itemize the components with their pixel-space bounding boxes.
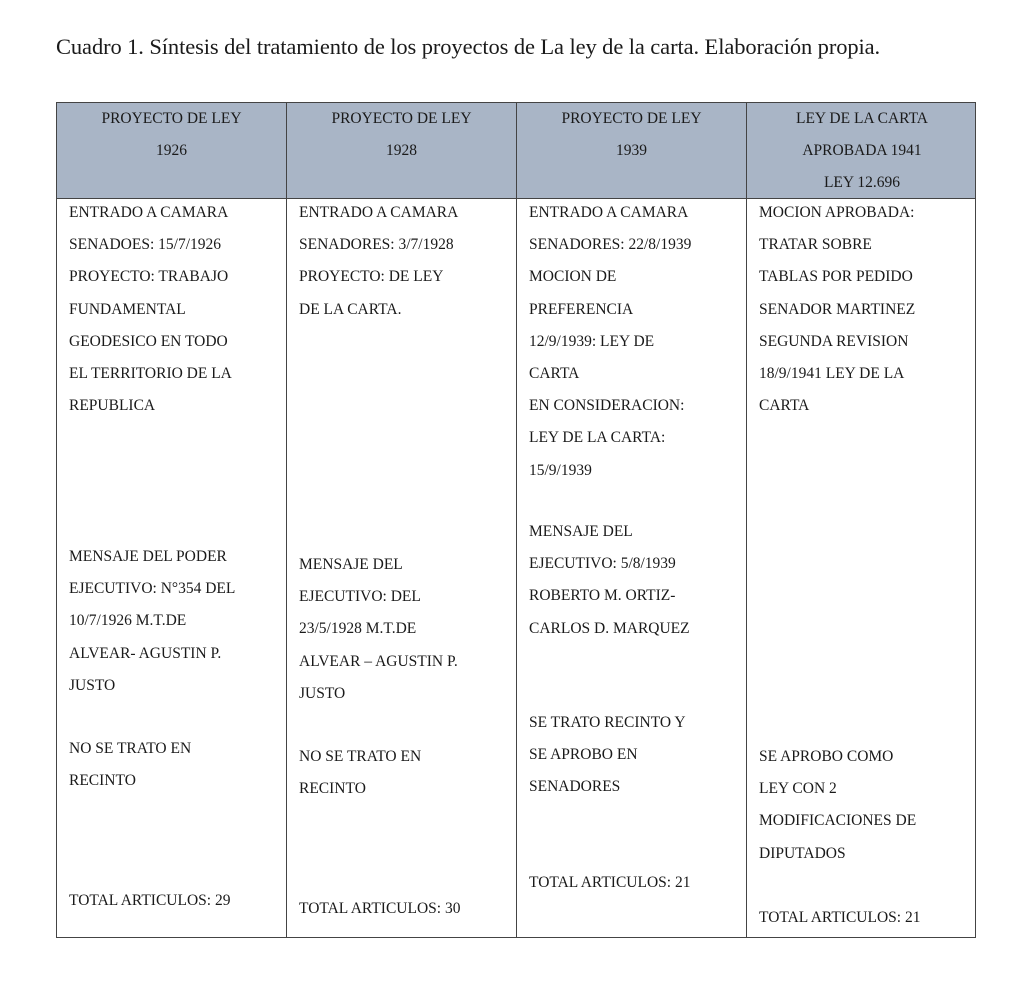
- column-divider: [746, 103, 747, 937]
- cell-line: TRATAR SOBRE: [759, 236, 872, 254]
- cell-line: 23/5/1928 M.T.DE: [299, 620, 417, 638]
- column-divider: [516, 103, 517, 937]
- cell-line: SENADORES: 22/8/1939: [529, 236, 692, 254]
- cell-1926-tratamiento: [69, 733, 191, 797]
- cell-line: EJECUTIVO: DEL: [299, 588, 421, 606]
- cell-line: MOCION APROBADA:: [759, 204, 915, 221]
- cell-line: NO SE TRATO EN: [69, 740, 192, 757]
- cell-line: SENADOES: 15/7/1926: [69, 236, 221, 254]
- cell-line: JUSTO: [69, 676, 116, 694]
- cell-line: TOTAL ARTICULOS: 21: [759, 909, 921, 926]
- cell-line: TOTAL ARTICULOS: 30: [299, 900, 461, 917]
- cell-line: MENSAJE DEL: [529, 523, 633, 540]
- cell-line: MENSAJE DEL PODER: [69, 548, 227, 565]
- cell-1939-mensaje: [529, 516, 690, 645]
- cell-line: SE TRATO RECINTO Y: [529, 714, 686, 731]
- cell-line: EN CONSIDERACION:: [529, 397, 685, 415]
- cell-line: REPUBLICA: [69, 397, 156, 415]
- cell-line: SE APROBO EN: [529, 746, 638, 764]
- header-line: PROYECTO DE LEY: [331, 110, 472, 127]
- cell-line: MODIFICACIONES DE: [759, 812, 917, 830]
- cell-1941-tratamiento: [759, 741, 916, 870]
- cell-line: SENADORES: [529, 778, 621, 796]
- cell-line: JUSTO: [299, 684, 346, 702]
- cell-1926-entrada: [69, 197, 232, 422]
- cell-line: DIPUTADOS: [759, 844, 846, 862]
- cell-line: ALVEAR – AGUSTIN P.: [299, 652, 458, 670]
- cell-line: TABLAS POR PEDIDO: [759, 268, 913, 286]
- cell-line: PREFERENCIA: [529, 300, 634, 318]
- header-line: LEY DE LA CARTA: [795, 110, 928, 127]
- legislation-summary-table: [56, 102, 976, 938]
- cell-line: FUNDAMENTAL: [69, 300, 186, 318]
- header-cell-1928: [287, 103, 516, 199]
- header-line: PROYECTO DE LEY: [561, 110, 702, 127]
- cell-line: CARLOS D. MARQUEZ: [529, 619, 690, 637]
- cell-1926-mensaje: [69, 541, 235, 702]
- cell-line: SE APROBO COMO: [759, 748, 894, 765]
- cell-line: EJECUTIVO: 5/8/1939: [529, 555, 676, 573]
- cell-line: TOTAL ARTICULOS: 21: [529, 874, 691, 891]
- cell-1926-total: [69, 885, 230, 917]
- cell-line: ENTRADO A CAMARA: [299, 204, 459, 221]
- cell-line: GEODESICO EN TODO: [69, 332, 228, 350]
- header-line: 1928: [386, 142, 417, 159]
- cell-line: LEY CON 2: [759, 780, 837, 798]
- header-cell-1926: [57, 103, 286, 199]
- cell-line: ENTRADO A CAMARA: [69, 204, 229, 221]
- cell-1941-total: [759, 902, 920, 934]
- cell-line: PROYECTO: TRABAJO: [69, 268, 229, 286]
- cell-1928-mensaje: [299, 549, 458, 710]
- cell-line: ALVEAR- AGUSTIN P.: [69, 644, 222, 662]
- cell-line: CARTA: [759, 397, 810, 415]
- cell-line: 12/9/1939: LEY DE: [529, 332, 655, 350]
- cell-line: EJECUTIVO: N°354 DEL: [69, 580, 236, 598]
- cell-1939-entrada: [529, 197, 691, 487]
- header-line: 1939: [616, 142, 647, 159]
- cell-line: LEY DE LA CARTA:: [529, 429, 666, 447]
- cell-line: 10/7/1926 M.T.DE: [69, 612, 187, 630]
- header-line: PROYECTO DE LEY: [101, 110, 242, 127]
- cell-line: ROBERTO M. ORTIZ-: [529, 587, 676, 605]
- cell-1928-entrada: [299, 197, 458, 326]
- column-divider: [286, 103, 287, 937]
- cell-line: SENADORES: 3/7/1928: [299, 236, 454, 254]
- cell-line: 18/9/1941 LEY DE LA: [759, 365, 905, 383]
- cell-line: SEGUNDA REVISION: [759, 332, 909, 350]
- cell-line: MENSAJE DEL: [299, 556, 403, 573]
- cell-line: PROYECTO: DE LEY: [299, 268, 444, 286]
- cell-line: RECINTO: [69, 772, 136, 790]
- header-line: 1926: [156, 142, 187, 159]
- cell-line: CARTA: [529, 365, 580, 383]
- header-cell-1941: [747, 103, 977, 199]
- cell-1941-entrada: [759, 197, 915, 422]
- cell-line: RECINTO: [299, 780, 366, 798]
- table-caption: Cuadro 1. Síntesis del tratamiento de los proyectos de La ley de la carta. Elaboración propia.: [56, 34, 881, 59]
- cell-1928-total: [299, 893, 460, 925]
- cell-1928-tratamiento: [299, 741, 421, 805]
- cell-line: DE LA CARTA.: [299, 300, 402, 318]
- cell-line: MOCION DE: [529, 268, 617, 286]
- cell-line: SENADOR MARTINEZ: [759, 300, 916, 318]
- cell-1939-tratamiento: [529, 707, 686, 804]
- header-line: APROBADA 1941: [802, 142, 922, 159]
- cell-line: NO SE TRATO EN: [299, 748, 422, 765]
- cell-line: ENTRADO A CAMARA: [529, 204, 689, 221]
- cell-line: EL TERRITORIO DE LA: [69, 365, 232, 383]
- cell-1939-total: [529, 867, 690, 899]
- cell-line: 15/9/1939: [529, 461, 592, 479]
- cell-line: TOTAL ARTICULOS: 29: [69, 892, 231, 909]
- header-line: LEY 12.696: [823, 174, 901, 191]
- header-cell-1939: [517, 103, 746, 199]
